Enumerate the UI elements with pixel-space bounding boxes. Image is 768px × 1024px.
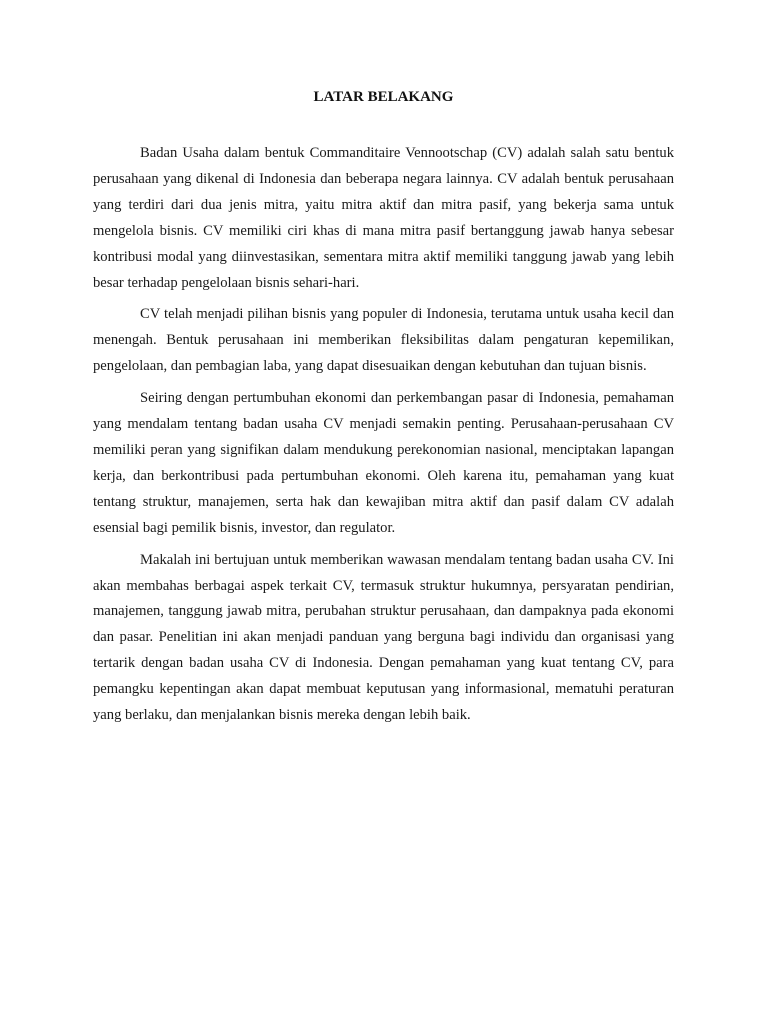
document-title: LATAR BELAKANG <box>313 89 454 105</box>
paragraph-3: Seiring dengan pertumbuhan ekonomi dan perkembangan pasar di Indonesia, pemahaman yang mendalam tentang badan usaha CV menjadi semakin penting. Perusahaan-perusahaan CV memiliki peran yang signifikan dalam mendukung perekonomian nasional, menciptakan lapangan kerja, dan berkontribusi pada pertumbuhan ekonomi. Oleh karena itu, pemahaman yang kuat tentang struktur, manajemen, serta hak dan kewajiban mitra aktif dan pasif dalam CV adalah esensial bagi pemilik bisnis, investor, dan regulator. <box>93 390 674 536</box>
paragraph-2: CV telah menjadi pilihan bisnis yang populer di Indonesia, terutama untuk usaha kecil dan menengah. Bentuk perusahaan ini memberikan fleksibilitas dalam pengaturan kepemilikan, pengelolaan, dan pembagian laba, yang dapat disesuaikan dengan kebutuhan dan tujuan bisnis. <box>93 306 674 375</box>
document-body <box>93 141 674 735</box>
paragraph-4: Makalah ini bertujuan untuk memberikan wawasan mendalam tentang badan usaha CV. Ini akan membahas berbagai aspek terkait CV, termasuk struktur hukumnya, persyaratan pendirian, manajemen, tanggung jawab mitra, perubahan struktur perusahaan, dan dampaknya pada ekonomi dan pasar. Penelitian ini akan menjadi panduan yang berguna bagi individu dan organisasi yang tertarik dengan badan usaha CV di Indonesia. Dengan pemahaman yang kuat tentang CV, para pemangku kepentingan akan dapat membuat keputusan yang informasional, mematuhi peraturan yang berlaku, dan menjalankan bisnis mereka dengan lebih baik. <box>93 551 674 724</box>
paragraph-1: Badan Usaha dalam bentuk Commanditaire Vennootschap (CV) adalah salah satu bentuk perusahaan yang dikenal di Indonesia dan beberapa negara lainnya. CV adalah bentuk perusahaan yang terdiri dari dua jenis mitra, yaitu mitra aktif dan mitra pasif, yang bekerja sama untuk mengelola bisnis. CV memiliki ciri khas di mana mitra pasif bertanggung jawab hanya sebesar kontribusi modal yang diinvestasikan, sementara mitra aktif memiliki tanggung jawab yang lebih besar terhadap pengelolaan bisnis sehari-hari. <box>93 145 674 291</box>
